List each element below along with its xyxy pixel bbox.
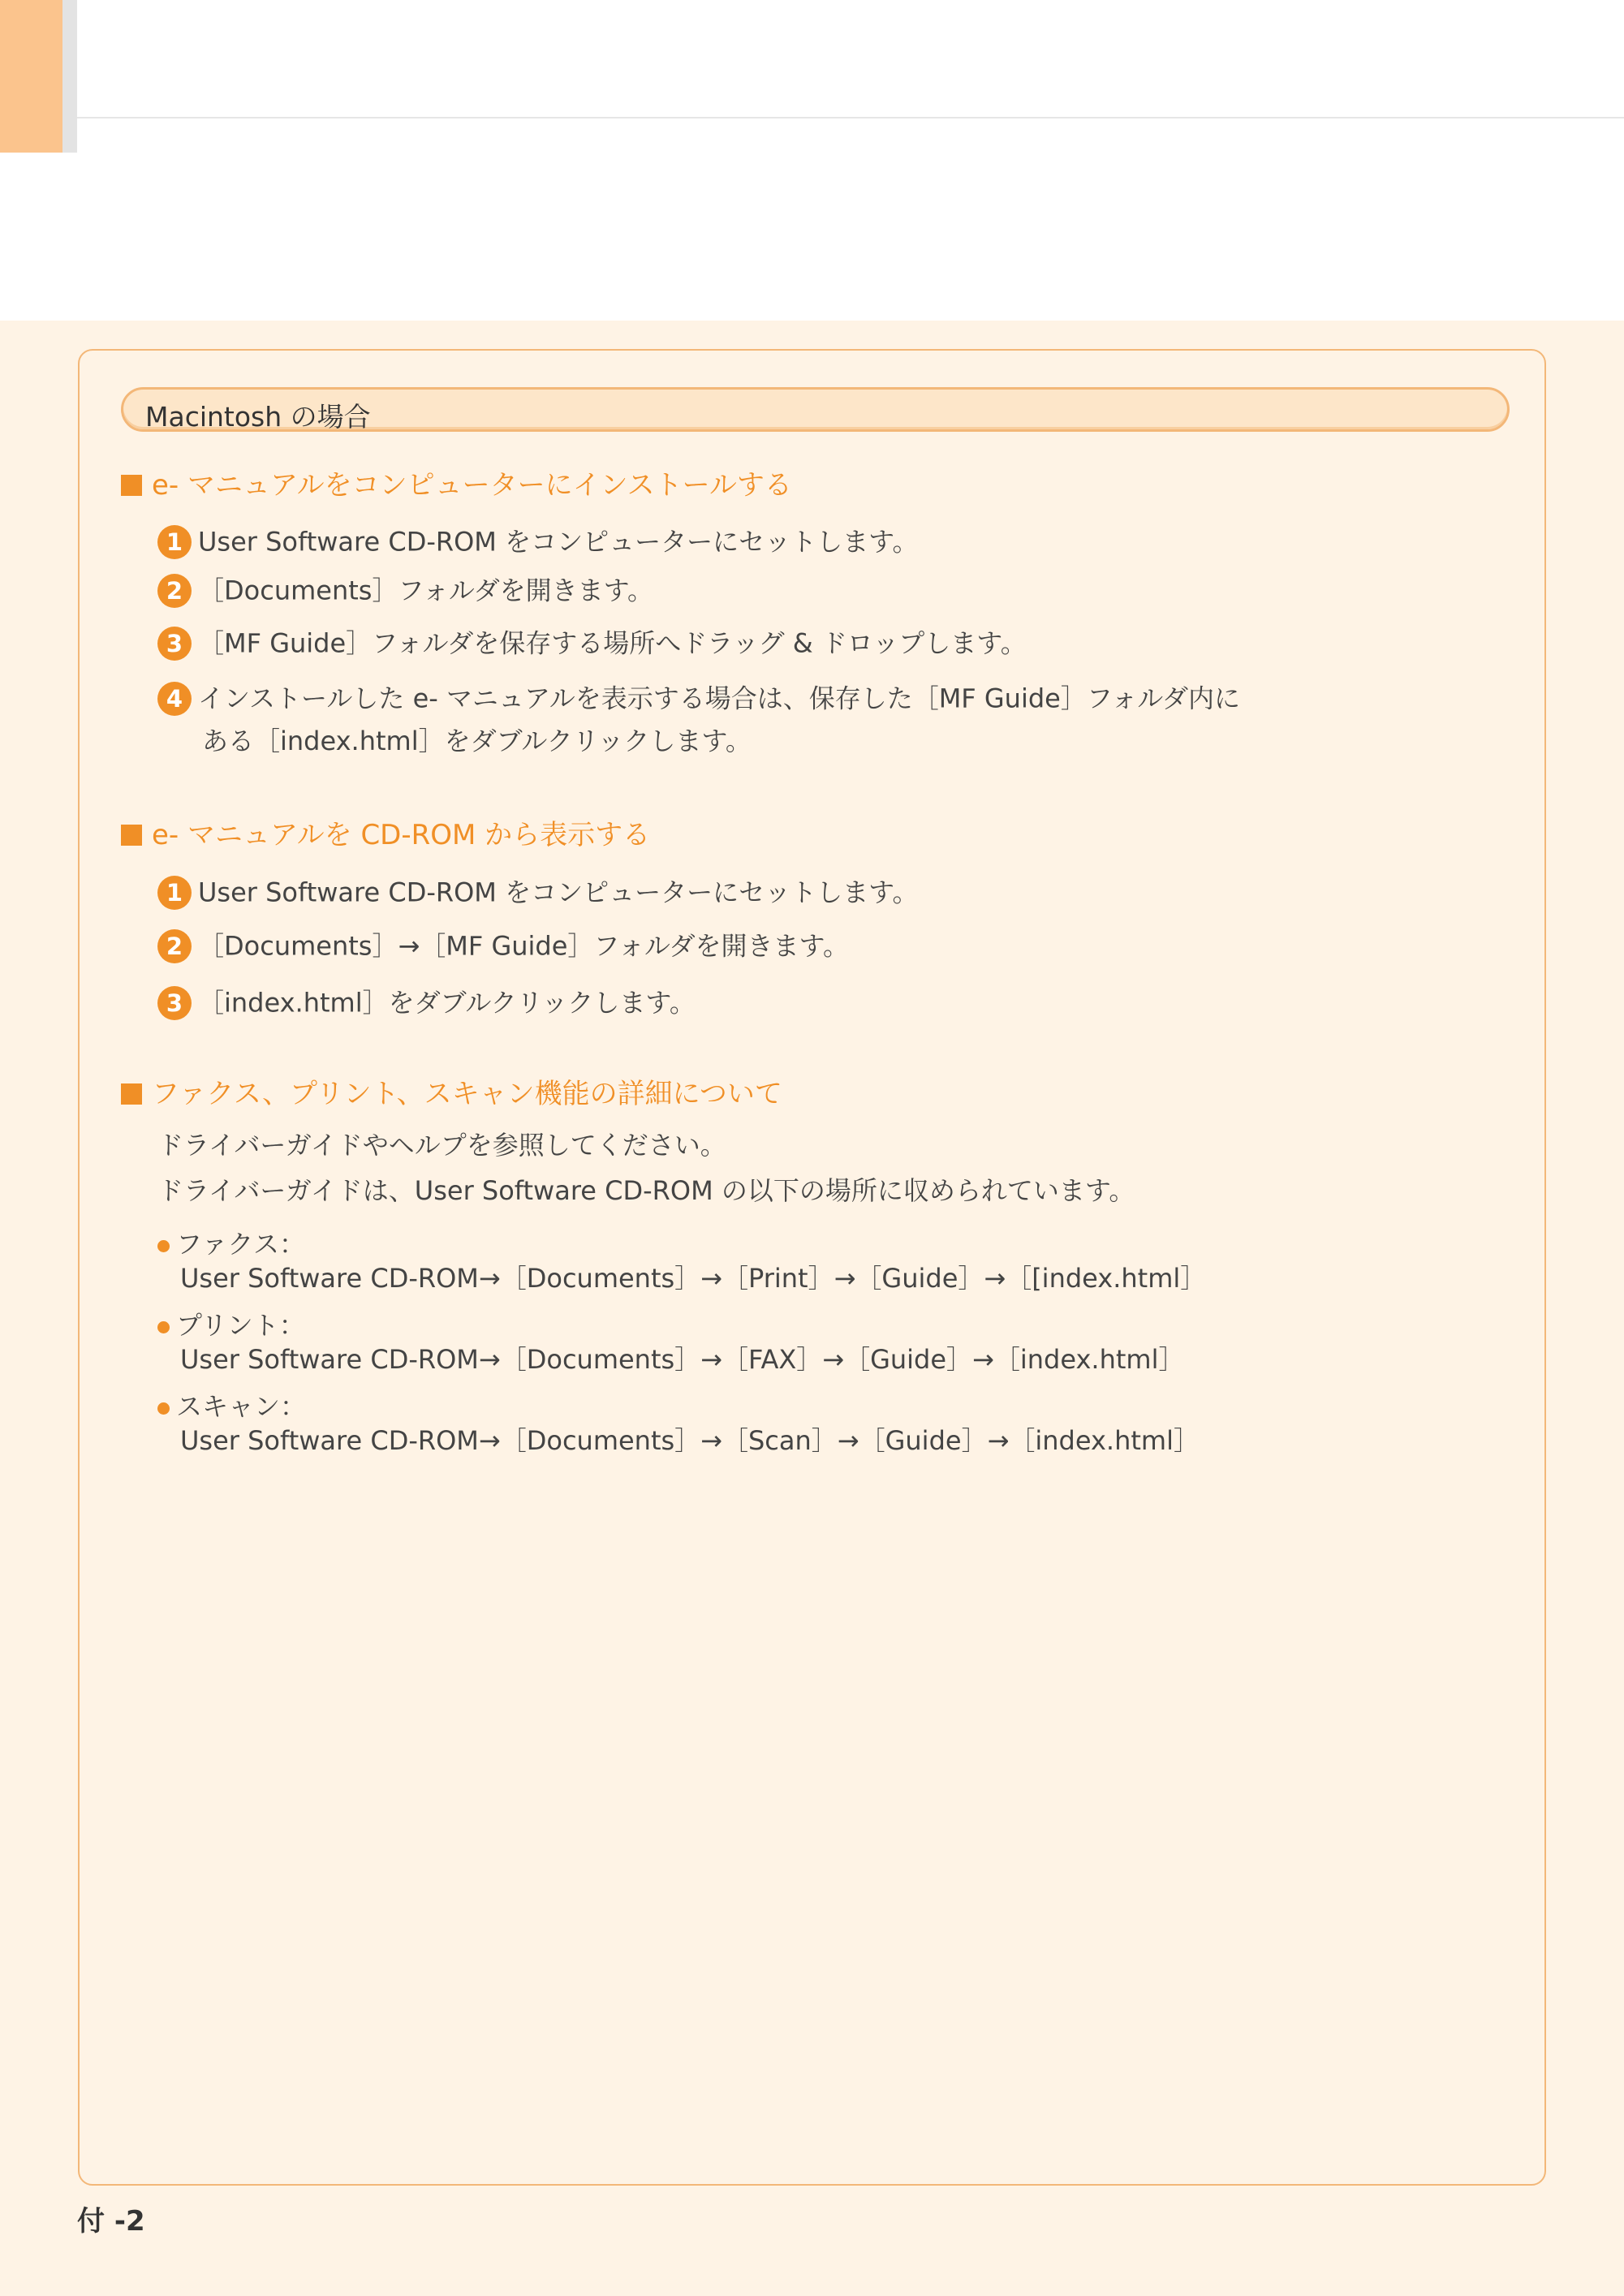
step-number-icon: 2: [157, 574, 192, 608]
step-text: ［MF Guide］フォルダを保存する場所へドラッグ & ドロップします。: [198, 627, 1027, 659]
bullet-label: プリント：: [176, 1310, 305, 1341]
section-title: Macintosh の場合: [145, 401, 371, 433]
bullet-label: ファクス：: [176, 1229, 306, 1260]
cdrom-heading-text: e- マニュアルを CD-ROM から表示する: [152, 819, 651, 851]
step-number-icon: 2: [157, 929, 192, 963]
step-number-icon: 4: [157, 682, 192, 716]
details-paragraph-2: ドライバーガイドは、User Software CD-ROM の以下の場所に収められています。: [157, 1175, 1135, 1206]
step-text: インストールした e- マニュアルを表示する場合は、保存した［MF Guide］フォルダ内に: [198, 683, 1240, 714]
install-heading-text: e- マニュアルをコンピューターにインストールする: [152, 469, 792, 502]
square-bullet-icon: [121, 825, 142, 846]
cdrom-step-3: [157, 983, 696, 1023]
cdrom-heading: [121, 812, 650, 852]
step-text: User Software CD-ROM をコンピューターにセットします。: [198, 877, 919, 908]
step-text: ［Documents］フォルダを開きます。: [198, 575, 654, 606]
chapter-tab-shadow: [62, 0, 77, 153]
chapter-tab: [0, 0, 62, 153]
bullet-fax: [157, 1224, 305, 1261]
bullet-dot-icon: [157, 1240, 170, 1252]
step-number-icon: 3: [157, 986, 192, 1020]
page-number: 付 -2: [77, 2205, 145, 2238]
install-heading: [121, 463, 792, 502]
install-step-3: [157, 623, 1027, 663]
details-heading-text: ファクス、プリント、スキャン機能の詳細について: [152, 1078, 782, 1110]
square-bullet-icon: [121, 1083, 142, 1105]
header-band: [0, 0, 1624, 321]
bullet-dot-icon: [157, 1321, 170, 1333]
bullet-label: スキャン：: [176, 1391, 307, 1422]
details-heading: [121, 1071, 782, 1111]
bullet-dot-icon: [157, 1402, 170, 1415]
step-text: ［index.html］をダブルクリックします。: [198, 987, 696, 1019]
header-divider: [77, 117, 1624, 118]
cdrom-step-1: [157, 872, 919, 912]
step-text: ［Documents］→［MF Guide］フォルダを開きます。: [198, 930, 849, 962]
install-step-2: [157, 571, 653, 610]
step-number-icon: 1: [157, 525, 192, 559]
step-number-icon: 3: [157, 627, 192, 661]
step-text: User Software CD-ROM をコンピューターにセットします。: [198, 526, 919, 558]
section-title-bar: [121, 387, 1510, 432]
bullet-fax-path: User Software CD-ROM→［Documents］→［Print］→［Guide］→［[index.html］: [180, 1263, 1207, 1294]
step-number-icon: 1: [157, 876, 192, 910]
square-bullet-icon: [121, 475, 142, 496]
install-step-4: [157, 678, 1240, 718]
bullet-scan: [157, 1386, 306, 1424]
bullet-scan-path: User Software CD-ROM→［Documents］→［Scan］→［Guide］→［index.html］: [180, 1425, 1200, 1456]
install-step-1: [157, 522, 919, 562]
cdrom-step-2: [157, 926, 849, 966]
details-paragraph-1: ドライバーガイドやヘルプを参照してください。: [157, 1130, 726, 1161]
install-step-4-continued: ある［index.html］をダブルクリックします。: [202, 726, 752, 756]
bullet-print: [157, 1305, 305, 1342]
bullet-print-path: User Software CD-ROM→［Documents］→［FAX］→［Guide］→［index.html］: [180, 1344, 1185, 1375]
